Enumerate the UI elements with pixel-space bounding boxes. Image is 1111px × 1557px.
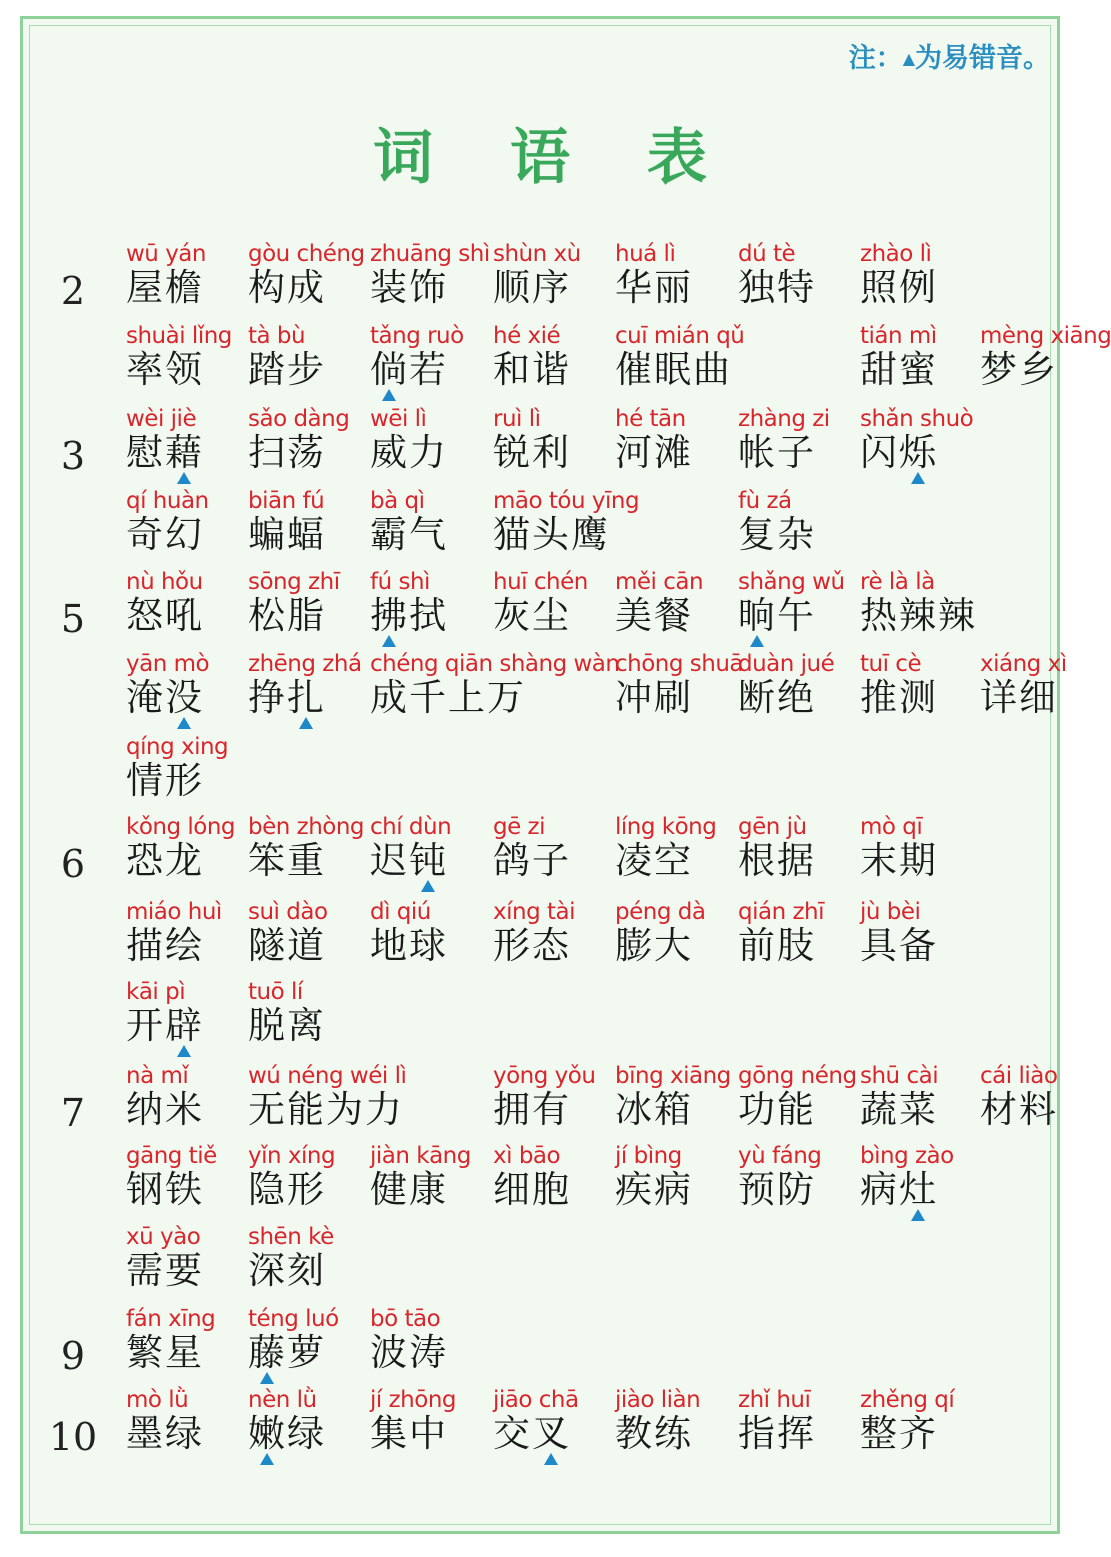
word-characters: 藤萝 [248,1331,326,1374]
word-characters: 猫头鹰 [493,513,610,556]
word-pinyin: fú shì [370,569,430,595]
word-pinyin: cuī mián qǔ [615,323,745,349]
word-pinyin: zhēng zhá [248,651,362,677]
word-pinyin: yān mò [126,651,210,677]
word-characters: 凌空 [615,839,693,882]
error-prone-triangle-icon [911,1209,925,1221]
word-pinyin: qíng xing [126,734,229,760]
word-characters: 恐龙 [126,839,204,882]
word-pinyin: gòu chéng [248,241,365,267]
word-characters: 晌午 [738,594,816,637]
word-characters: 拥有 [493,1088,571,1131]
word-characters: 催眠曲 [615,348,732,391]
error-prone-triangle-icon [750,635,764,647]
word-characters: 怒吼 [126,594,204,637]
word-characters: 繁星 [126,1331,204,1374]
word-pinyin: kǒng lóng [126,814,236,840]
word-characters: 钢铁 [126,1168,204,1211]
word-pinyin: bìng zào [860,1143,954,1169]
vocab-row [0,813,1080,893]
word-characters: 指挥 [738,1412,816,1455]
word-pinyin: hé tān [615,406,686,432]
word-pinyin: chí dùn [370,814,452,840]
warning-triangle-icon: ▲ [902,49,915,68]
vocab-row [0,1386,1080,1466]
vocab-row [0,978,1080,1058]
word-characters: 顺序 [493,266,571,309]
word-characters: 疾病 [615,1168,693,1211]
word-characters: 地球 [370,924,448,967]
error-prone-triangle-icon [421,880,435,892]
word-characters: 隐形 [248,1168,326,1211]
word-characters: 灰尘 [493,594,571,637]
word-pinyin: jiāo chā [493,1387,579,1413]
word-pinyin: tuō lí [248,979,303,1005]
word-characters: 鸽子 [493,839,571,882]
word-pinyin: nèn lǜ [248,1387,317,1413]
word-pinyin: mò lǜ [126,1387,189,1413]
word-characters: 屋檐 [126,266,204,309]
word-characters: 率领 [126,348,204,391]
word-characters: 病灶 [860,1168,938,1211]
vocab-row [0,650,1080,730]
word-characters: 描绘 [126,924,204,967]
lesson-number: 9 [60,1334,86,1378]
word-characters: 霸气 [370,513,448,556]
word-pinyin: xì bāo [493,1143,561,1169]
word-characters: 需要 [126,1249,204,1292]
word-pinyin: wū yán [126,241,206,267]
word-pinyin: wēi lì [370,406,427,432]
lesson-number: 6 [60,842,86,886]
page-title: 词 语 表 [373,123,735,193]
word-characters: 奇幻 [126,513,204,556]
word-characters: 情形 [126,759,204,802]
lesson-number: 7 [60,1091,86,1135]
word-pinyin: bà qì [370,488,425,514]
word-characters: 构成 [248,266,326,309]
word-pinyin: shǎng wǔ [738,569,845,595]
lesson-number: 2 [60,269,86,313]
word-pinyin: mèng xiāng [980,323,1111,349]
word-characters: 细胞 [493,1168,571,1211]
lesson-number: 3 [60,434,86,478]
word-pinyin: bèn zhòng [248,814,365,840]
word-pinyin: nà mǐ [126,1063,189,1089]
word-characters: 冲刷 [615,676,693,719]
word-characters: 形态 [493,924,571,967]
vocab-row [0,487,1080,567]
word-pinyin: gāng tiě [126,1143,217,1169]
word-characters: 复杂 [738,513,816,556]
word-pinyin: gē zi [493,814,546,840]
error-prone-triangle-icon [299,717,313,729]
word-characters: 挣扎 [248,676,326,719]
word-pinyin: māo tóu yīng [493,488,640,514]
word-characters: 热辣辣 [860,594,977,637]
word-pinyin: shuài lǐng [126,323,232,349]
word-pinyin: fù zá [738,488,792,514]
error-prone-triangle-icon [911,472,925,484]
word-pinyin: fán xīng [126,1306,216,1332]
vocab-row [0,405,1080,485]
word-characters: 淹没 [126,676,204,719]
word-pinyin: hé xié [493,323,561,349]
word-pinyin: chéng qiān shàng wàn [370,651,620,677]
word-characters: 河滩 [615,431,693,474]
word-pinyin: bīng xiāng [615,1063,731,1089]
word-characters: 成千上万 [370,676,526,719]
word-characters: 美餐 [615,594,693,637]
word-pinyin: zhǐ huī [738,1387,811,1413]
word-pinyin: jiàn kāng [370,1143,471,1169]
word-pinyin: jiào liàn [615,1387,701,1413]
error-prone-triangle-icon [177,1045,191,1057]
word-pinyin: wú néng wéi lì [248,1063,407,1089]
note-label: 注： [848,43,903,74]
word-pinyin: líng kōng [615,814,717,840]
word-pinyin: jù bèi [860,899,921,925]
word-pinyin: zhuāng shì [370,241,490,267]
word-pinyin: duàn jué [738,651,835,677]
word-pinyin: shùn xù [493,241,581,267]
word-characters: 集中 [370,1412,448,1455]
word-characters: 末期 [860,839,938,882]
vocab-row [0,322,1111,402]
word-characters: 和谐 [493,348,571,391]
word-pinyin: xū yào [126,1224,201,1250]
word-characters: 装饰 [370,266,448,309]
word-pinyin: shǎn shuò [860,406,974,432]
word-pinyin: huá lì [615,241,676,267]
word-characters: 无能为力 [248,1088,404,1131]
vocab-row [0,568,1080,648]
word-pinyin: jí bìng [615,1143,682,1169]
word-pinyin: kāi pì [126,979,186,1005]
word-pinyin: tián mì [860,323,937,349]
word-characters: 锐利 [493,431,571,474]
lesson-number: 10 [48,1415,98,1459]
word-pinyin: zhàng zi [738,406,830,432]
word-characters: 拂拭 [370,594,448,637]
word-characters: 慰藉 [126,431,204,474]
word-characters: 梦乡 [980,348,1058,391]
vocab-row [0,1305,1080,1385]
word-characters: 甜蜜 [860,348,938,391]
word-characters: 推测 [860,676,938,719]
word-characters: 蝙蝠 [248,513,326,556]
error-prone-triangle-icon [382,389,396,401]
word-pinyin: zhào lì [860,241,932,267]
word-characters: 帐子 [738,431,816,474]
vocab-row [0,1142,1080,1222]
word-characters: 蔬菜 [860,1088,938,1131]
word-pinyin: qí huàn [126,488,209,514]
word-pinyin: suì dào [248,899,328,925]
error-prone-triangle-icon [260,1453,274,1465]
word-pinyin: shēn kè [248,1224,334,1250]
note-line [849,36,1050,75]
word-pinyin: xíng tài [493,899,575,925]
word-characters: 隧道 [248,924,326,967]
word-characters: 膨大 [615,924,693,967]
word-pinyin: nù hǒu [126,569,203,595]
word-characters: 照例 [860,266,938,309]
error-prone-triangle-icon [177,472,191,484]
word-characters: 开辟 [126,1004,204,1047]
word-pinyin: yù fáng [738,1143,822,1169]
word-pinyin: mò qī [860,814,923,840]
vocab-row [0,733,1080,813]
word-characters: 嫩绿 [248,1412,326,1455]
word-pinyin: wèi jiè [126,406,197,432]
word-pinyin: zhěng qí [860,1387,955,1413]
word-characters: 华丽 [615,266,693,309]
error-prone-triangle-icon [260,1372,274,1384]
error-prone-triangle-icon [177,717,191,729]
word-pinyin: gēn jù [738,814,807,840]
word-pinyin: téng luó [248,1306,339,1332]
vocab-row [0,1062,1080,1142]
word-characters: 详细 [980,676,1058,719]
error-prone-triangle-icon [544,1453,558,1465]
word-pinyin: gōng néng [738,1063,857,1089]
word-pinyin: tǎng ruò [370,323,464,349]
note-text: 为易错音。 [915,43,1050,74]
word-characters: 健康 [370,1168,448,1211]
word-pinyin: dì qiú [370,899,431,925]
lesson-number: 5 [60,597,86,641]
word-pinyin: huī chén [493,569,588,595]
word-pinyin: biān fú [248,488,325,514]
word-characters: 墨绿 [126,1412,204,1455]
word-characters: 倘若 [370,348,448,391]
word-pinyin: bō tāo [370,1306,441,1332]
word-characters: 扫荡 [248,431,326,474]
vocab-row [0,240,1080,320]
word-pinyin: yǐn xíng [248,1143,336,1169]
vocab-row [0,898,1080,978]
word-pinyin: miáo huì [126,899,222,925]
word-pinyin: ruì lì [493,406,541,432]
word-characters: 闪烁 [860,431,938,474]
word-pinyin: chōng shuā [615,651,744,677]
word-characters: 具备 [860,924,938,967]
word-pinyin: jí zhōng [370,1387,456,1413]
word-characters: 踏步 [248,348,326,391]
word-pinyin: rè là là [860,569,935,595]
word-pinyin: qián zhī [738,899,825,925]
word-characters: 断绝 [738,676,816,719]
word-characters: 松脂 [248,594,326,637]
word-pinyin: péng dà [615,899,706,925]
word-characters: 整齐 [860,1412,938,1455]
word-characters: 深刻 [248,1249,326,1292]
word-characters: 迟钝 [370,839,448,882]
word-pinyin: yōng yǒu [493,1063,596,1089]
word-pinyin: sōng zhī [248,569,340,595]
error-prone-triangle-icon [382,635,396,647]
word-pinyin: tuī cè [860,651,922,677]
word-characters: 根据 [738,839,816,882]
word-characters: 脱离 [248,1004,326,1047]
word-characters: 交叉 [493,1412,571,1455]
word-characters: 功能 [738,1088,816,1131]
word-pinyin: cái liào [980,1063,1058,1089]
word-characters: 独特 [738,266,816,309]
word-characters: 波涛 [370,1331,448,1374]
word-characters: 冰箱 [615,1088,693,1131]
word-characters: 纳米 [126,1088,204,1131]
word-characters: 材料 [980,1088,1058,1131]
word-characters: 笨重 [248,839,326,882]
word-pinyin: měi cān [615,569,704,595]
word-characters: 前肢 [738,924,816,967]
vocab-row [0,1223,1080,1303]
word-pinyin: dú tè [738,241,796,267]
word-pinyin: xiáng xì [980,651,1067,677]
word-characters: 预防 [738,1168,816,1211]
word-pinyin: shū cài [860,1063,939,1089]
word-pinyin: tà bù [248,323,306,349]
word-characters: 威力 [370,431,448,474]
word-pinyin: sǎo dàng [248,406,350,432]
word-characters: 教练 [615,1412,693,1455]
